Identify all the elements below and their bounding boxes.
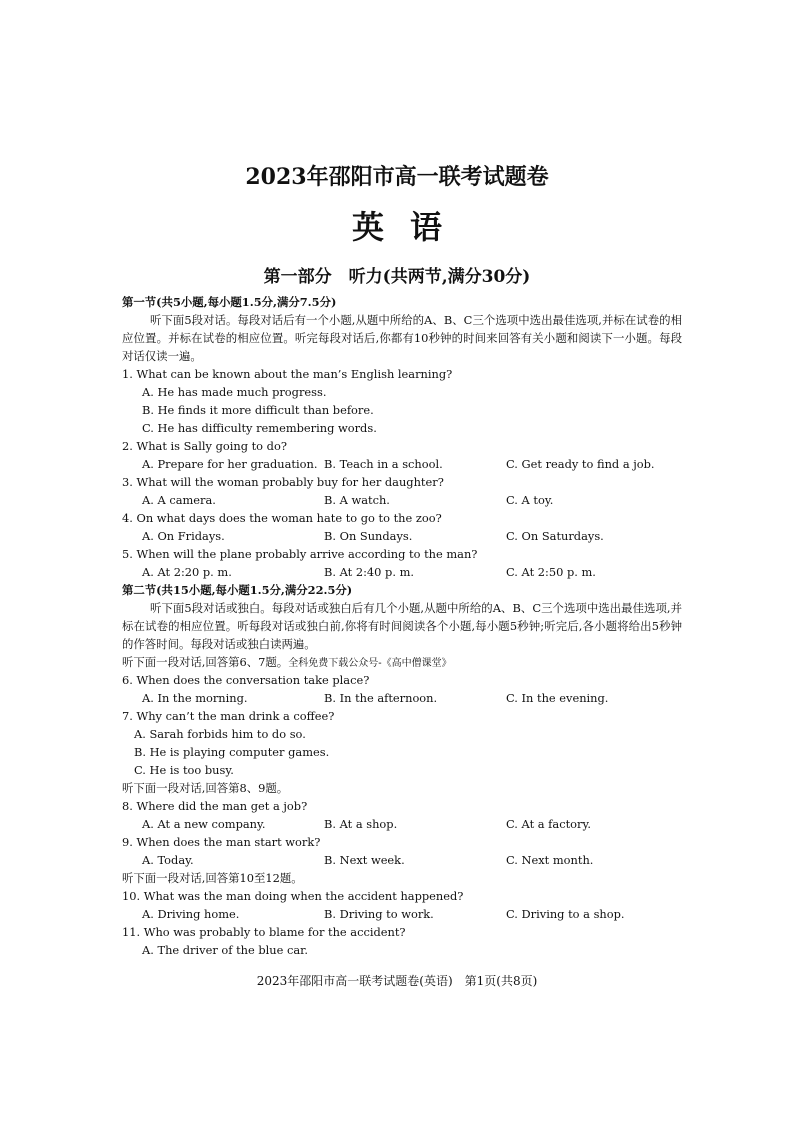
option-c: C. In the evening. (506, 691, 609, 705)
options-row (122, 815, 682, 833)
question-stem: 3. What will the woman probably buy for her daughter? (122, 475, 444, 489)
option-c: C. Next month. (506, 853, 594, 867)
section1-heading: 第一节(共5小题,每小题1.5分,满分7.5分) (122, 295, 337, 309)
question-stem: 4. On what days does the woman hate to go to the zoo? (122, 511, 442, 525)
page-footer: 2023年邵阳市高一联考试题卷(英语) 第1页(共8页) (256, 974, 538, 988)
option-c: C. He has difficulty remembering words. (142, 421, 377, 435)
options-row (122, 689, 682, 707)
option-b: B. At a shop. (324, 817, 398, 831)
option-b: B. On Sundays. (324, 529, 413, 543)
option-b: B. A watch. (324, 493, 390, 507)
option-c: C. Get ready to find a job. (506, 457, 655, 471)
question-stem: 6. When does the conversation take place? (122, 673, 370, 687)
option-b: B. Next week. (324, 853, 405, 867)
options-row (122, 455, 682, 473)
option-a: A. In the morning. (142, 691, 248, 705)
options-row (122, 491, 682, 509)
watermark-text: 全科免费下载公众号-《高中僧课堂》 (288, 658, 452, 669)
options-row (122, 851, 682, 869)
option-b: B. Driving to work. (324, 907, 434, 921)
listening-note (122, 653, 682, 671)
option-a: A. Sarah forbids him to do so. (134, 727, 306, 741)
option-c: C. At a factory. (506, 817, 591, 831)
question-stem: 1. What can be known about the man’s English learning? (122, 367, 453, 381)
section2-instruction: 听下面5段对话或独白。每段对话或独白后有几个小题,从题中所给的A、B、C三个选项中选出最佳选项,并标在试卷的相应位置。听每段对话或独白前,你将有时间阅读各个小题,每小题5秒钟;听完后,各小题将给出5秒钟的作答时间。每段对话或独白读两遍。 (122, 601, 682, 651)
option-c: C. At 2:50 p. m. (506, 565, 596, 579)
question-stem: 11. Who was probably to blame for the accident? (122, 925, 406, 939)
option-a: A. Driving home. (142, 907, 240, 921)
listening-note: 听下面一段对话,回答第8、9题。 (122, 781, 289, 795)
section2-heading: 第二节(共15小题,每小题1.5分,满分22.5分) (122, 583, 353, 597)
option-a: A. Today. (142, 853, 194, 867)
question-stem: 5. When will the plane probably arrive according to the man? (122, 547, 478, 561)
part-heading: 第一部分 听力(共两节,满分30分) (263, 267, 531, 287)
option-a: A. He has made much progress. (142, 385, 327, 399)
question-stem: 8. Where did the man get a job? (122, 799, 308, 813)
exam-content (122, 293, 682, 959)
question-stem: 10. What was the man doing when the accident happened? (122, 889, 464, 903)
options-row (122, 905, 682, 923)
option-b: B. At 2:40 p. m. (324, 565, 414, 579)
option-b: B. He is playing computer games. (134, 745, 330, 759)
option-a: A. At 2:20 p. m. (142, 565, 232, 579)
option-a: A. Prepare for her graduation. (142, 457, 318, 471)
question-stem: 7. Why can’t the man drink a coffee? (122, 709, 335, 723)
section1-instruction: 听下面5段对话。每段对话后有一个小题,从题中所给的A、B、C三个选项中选出最佳选项,并标在试卷的相应位置。并标在试卷的相应位置。听完每段对话后,你都有10秒钟的时间来回答有关小题和阅读下一小题。每段对话仅读一遍。 (122, 313, 682, 363)
option-a: A. At a new company. (142, 817, 266, 831)
option-c: C. He is too busy. (134, 763, 234, 777)
listening-note: 听下面一段对话,回答第10至12题。 (122, 871, 303, 885)
option-b: B. Teach in a school. (324, 457, 443, 471)
option-a: A. The driver of the blue car. (142, 943, 308, 957)
note-text: 听下面一段对话,回答第6、7题。 (122, 655, 289, 669)
question-stem: 2. What is Sally going to do? (122, 439, 287, 453)
options-row (122, 527, 682, 545)
options-row (122, 563, 682, 581)
option-c: C. A toy. (506, 493, 554, 507)
option-b: B. He finds it more difficult than before. (142, 403, 374, 417)
exam-title: 2023年邵阳市高一联考试题卷 (245, 164, 549, 190)
option-c: C. Driving to a shop. (506, 907, 625, 921)
option-a: A. On Fridays. (142, 529, 225, 543)
question-stem: 9. When does the man start work? (122, 835, 321, 849)
option-b: B. In the afternoon. (324, 691, 438, 705)
subject-title: 英语 (351, 208, 468, 246)
option-c: C. On Saturdays. (506, 529, 604, 543)
option-a: A. A camera. (142, 493, 216, 507)
